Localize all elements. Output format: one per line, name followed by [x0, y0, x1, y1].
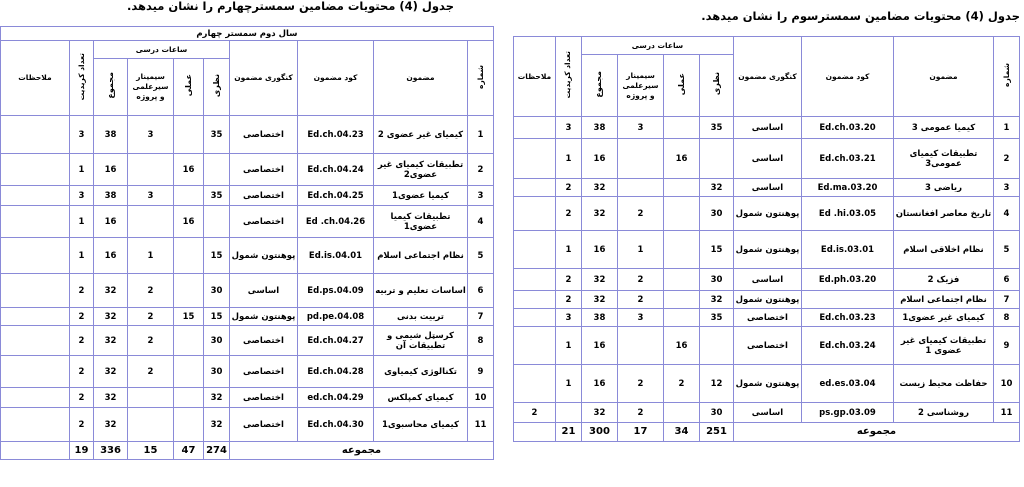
cell-total: 32	[94, 308, 128, 326]
cell-subject: نظام اخلاقی اسلام	[894, 231, 994, 269]
cell-credits: 2	[555, 291, 581, 309]
cell-seminar: 3	[128, 186, 174, 206]
cell-code: Ed.ch.04.28	[298, 356, 374, 388]
table-row	[0, 116, 493, 154]
cell-credits: 1	[70, 238, 94, 274]
cell-category: اختصاصی	[230, 186, 298, 206]
table-row	[513, 179, 1019, 197]
table-row	[0, 388, 493, 408]
cell-credits: 3	[555, 309, 581, 327]
cell-seminar	[618, 179, 664, 197]
cell-subject: تکنالوژی کیمیاوی	[374, 356, 468, 388]
table-row	[0, 356, 493, 388]
cell-credits: 2	[555, 179, 581, 197]
cell-no: 6	[468, 274, 494, 308]
cell-total: 32	[94, 274, 128, 308]
cell-code: Ed.ch.03.21	[802, 139, 894, 179]
cell-practical	[174, 186, 204, 206]
cell-theory	[204, 154, 230, 186]
cell-category: اساسی	[734, 139, 802, 179]
cell-credits: 3	[70, 186, 94, 206]
cell-subject: نظام اجتماعی اسلام	[374, 238, 468, 274]
cell-total: 32	[581, 197, 617, 231]
cell-remarks	[0, 116, 69, 154]
cell-no: 11	[468, 408, 494, 442]
cell-category: پوهنتون شمول	[230, 308, 298, 326]
cell-subject: تربیت بدنی	[374, 308, 468, 326]
header-category: کنگوری مضمون	[734, 37, 802, 117]
cell-seminar: 2	[618, 291, 664, 309]
cell-code: Ed.ph.03.20	[802, 269, 894, 291]
cell-total: 16	[94, 154, 128, 186]
cell-practical: 2	[664, 365, 700, 403]
cell-theory: 32	[700, 179, 734, 197]
cell-no: 4	[468, 206, 494, 238]
cell-theory: 32	[204, 408, 230, 442]
cell-seminar	[128, 408, 174, 442]
totals-theory: 251	[700, 423, 734, 442]
cell-no: 1	[994, 117, 1020, 139]
cell-remarks	[513, 269, 555, 291]
table-row	[0, 408, 493, 442]
cell-credits: 2	[70, 356, 94, 388]
cell-seminar	[128, 206, 174, 238]
table-row	[513, 117, 1019, 139]
cell-no: 7	[468, 308, 494, 326]
header-practical: عملی	[174, 59, 204, 116]
cell-practical: 15	[174, 308, 204, 326]
cell-theory: 15	[204, 308, 230, 326]
header-hours-group: ساعات درسی	[94, 41, 230, 59]
totals-seminar: 15	[128, 442, 174, 460]
cell-code: Ed.ps.04.09	[298, 274, 374, 308]
cell-remarks	[0, 186, 69, 206]
cell-credits: 3	[70, 116, 94, 154]
cell-theory: 30	[700, 269, 734, 291]
cell-category: اختصاصی	[734, 327, 802, 365]
cell-seminar: 3	[128, 116, 174, 154]
cell-practical	[664, 291, 700, 309]
cell-category: پوهنتون شمول	[734, 197, 802, 231]
cell-code: ps.gp.03.09	[802, 403, 894, 423]
semester-three-table-block	[514, 36, 1020, 442]
cell-remarks	[0, 356, 69, 388]
cell-category: پوهنتون شمول	[734, 231, 802, 269]
cell-remarks	[513, 291, 555, 309]
cell-theory: 35	[700, 309, 734, 327]
cell-category: اختصاصی	[230, 356, 298, 388]
cell-total: 38	[94, 186, 128, 206]
cell-credits: 1	[70, 206, 94, 238]
cell-no: 9	[468, 356, 494, 388]
cell-theory: 30	[204, 274, 230, 308]
header-subject: مضمون	[374, 41, 468, 116]
cell-code: Ed.ch.04.24	[298, 154, 374, 186]
cell-code: pd.pe.04.08	[298, 308, 374, 326]
cell-credits: 2	[70, 388, 94, 408]
semester-three-table	[513, 36, 1020, 442]
cell-subject: کیمیای غیر عضوی1	[894, 309, 994, 327]
cell-total: 32	[581, 179, 617, 197]
cell-practical	[174, 274, 204, 308]
table-row	[0, 274, 493, 308]
cell-credits: 3	[555, 117, 581, 139]
cell-code: Ed.ch.04.25	[298, 186, 374, 206]
cell-practical: 16	[174, 206, 204, 238]
cell-category: پوهنتون شمول	[734, 291, 802, 309]
cell-theory: 12	[700, 365, 734, 403]
table-row	[513, 309, 1019, 327]
header-theory: نظری	[204, 59, 230, 116]
cell-total: 16	[581, 139, 617, 179]
cell-category: اساسی	[230, 274, 298, 308]
cell-subject: کیمیای محاسبوی1	[374, 408, 468, 442]
cell-no: 5	[994, 231, 1020, 269]
cell-subject: تاریخ معاصر افغانستان	[894, 197, 994, 231]
cell-subject: کیمیا عضوی1	[374, 186, 468, 206]
cell-theory: 35	[204, 116, 230, 154]
cell-credits: 1	[555, 327, 581, 365]
cell-remarks	[0, 388, 69, 408]
cell-total: 38	[581, 309, 617, 327]
totals-practical: 34	[664, 423, 700, 442]
header-seminar: سیمینار سیرعلمی و پروژه	[128, 59, 174, 116]
cell-seminar: 2	[128, 274, 174, 308]
totals-label: مجموعه	[734, 423, 1020, 442]
cell-credits: 2	[70, 326, 94, 356]
cell-practical	[174, 326, 204, 356]
cell-total: 38	[581, 117, 617, 139]
table-row	[0, 186, 493, 206]
header-category: کنگوری مضمون	[230, 41, 298, 116]
cell-total: 38	[94, 116, 128, 154]
cell-credits: 2	[70, 308, 94, 326]
cell-category: اساسی	[734, 117, 802, 139]
table-row	[0, 206, 493, 238]
cell-theory: 15	[700, 231, 734, 269]
cell-seminar: 2	[128, 356, 174, 388]
cell-remarks	[0, 274, 69, 308]
cell-remarks	[0, 238, 69, 274]
cell-category: پوهنتون شمول	[230, 238, 298, 274]
cell-code: ed.es.03.04	[802, 365, 894, 403]
cell-subject: کرسټل شیمی و تطبیقات آن	[374, 326, 468, 356]
cell-theory: 32	[204, 388, 230, 408]
cell-code: ed.ch.04.29	[298, 388, 374, 408]
cell-remarks	[513, 197, 555, 231]
header-remarks: ملاحظات	[513, 37, 555, 117]
cell-theory: 15	[204, 238, 230, 274]
cell-seminar: 2	[618, 197, 664, 231]
cell-category: اختصاصی	[734, 309, 802, 327]
cell-seminar: 2	[618, 365, 664, 403]
cell-remarks	[0, 308, 69, 326]
cell-practical: 16	[664, 327, 700, 365]
cell-category: اختصاصی	[230, 326, 298, 356]
table-row	[513, 403, 1019, 423]
cell-theory	[700, 327, 734, 365]
heading-semester-four: جدول (4) محتویات مضامین سمسترچهارم را نشان میدهد.	[126, 0, 454, 13]
cell-credits: 2	[70, 408, 94, 442]
header-credits: تعداد کریدیت	[555, 37, 581, 117]
cell-no: 8	[994, 309, 1020, 327]
cell-credits: 2	[555, 197, 581, 231]
cell-practical	[664, 197, 700, 231]
cell-remarks: 2	[513, 403, 555, 423]
cell-practical	[664, 309, 700, 327]
cell-subject: ریاضی 3	[894, 179, 994, 197]
cell-subject: تطبیقات کیمیای غیر عضوی 1	[894, 327, 994, 365]
table-row	[513, 197, 1019, 231]
cell-no: 3	[468, 186, 494, 206]
totals-credits: 19	[70, 442, 94, 460]
cell-remarks	[513, 231, 555, 269]
cell-theory: 30	[700, 197, 734, 231]
cell-practical	[174, 408, 204, 442]
cell-code: Ed .ch.04.26	[298, 206, 374, 238]
cell-total: 16	[581, 231, 617, 269]
table-row	[513, 327, 1019, 365]
cell-theory: 35	[700, 117, 734, 139]
cell-practical	[664, 117, 700, 139]
cell-no: 11	[994, 403, 1020, 423]
cell-category: اختصاصی	[230, 154, 298, 186]
cell-no: 6	[994, 269, 1020, 291]
cell-code: Ed.ch.03.20	[802, 117, 894, 139]
cell-theory: 35	[204, 186, 230, 206]
cell-remarks	[513, 179, 555, 197]
cell-credits: 1	[555, 139, 581, 179]
cell-theory: 30	[204, 356, 230, 388]
cell-seminar: 3	[618, 117, 664, 139]
table-row	[0, 154, 493, 186]
table-row	[513, 139, 1019, 179]
cell-no: 2	[468, 154, 494, 186]
cell-category: اختصاصی	[230, 206, 298, 238]
cell-total: 16	[581, 327, 617, 365]
cell-category: اساسی	[734, 269, 802, 291]
cell-seminar: 3	[618, 309, 664, 327]
cell-practical	[664, 403, 700, 423]
cell-subject: نظام اجتماعی اسلام	[894, 291, 994, 309]
cell-subject: کیمیا عمومی 3	[894, 117, 994, 139]
cell-seminar	[128, 154, 174, 186]
cell-total: 16	[94, 238, 128, 274]
cell-no: 2	[994, 139, 1020, 179]
cell-theory: 30	[700, 403, 734, 423]
cell-remarks	[0, 154, 69, 186]
totals-remarks	[0, 442, 69, 460]
cell-remarks	[513, 117, 555, 139]
cell-seminar: 1	[618, 231, 664, 269]
cell-no: 4	[994, 197, 1020, 231]
cell-code	[802, 291, 894, 309]
header-row-no: شماره	[994, 37, 1020, 117]
table-row	[0, 326, 493, 356]
cell-seminar: 2	[128, 326, 174, 356]
cell-theory	[204, 206, 230, 238]
cell-no: 9	[994, 327, 1020, 365]
semester-title: سال دوم سمستر چهارم	[0, 27, 493, 41]
cell-theory	[700, 139, 734, 179]
header-credits: تعداد کریدیت	[70, 41, 94, 116]
header-subject: مضمون	[894, 37, 994, 117]
cell-no: 10	[994, 365, 1020, 403]
cell-credits: 1	[70, 154, 94, 186]
cell-total: 32	[581, 403, 617, 423]
cell-seminar: 1	[128, 238, 174, 274]
cell-no: 1	[468, 116, 494, 154]
cell-seminar	[618, 139, 664, 179]
cell-total: 32	[94, 388, 128, 408]
totals-credits: 21	[555, 423, 581, 442]
header-total: مجموع	[581, 55, 617, 117]
semester-four-table	[0, 26, 494, 460]
cell-category: اختصاصی	[230, 408, 298, 442]
cell-code: Ed.ch.04.30	[298, 408, 374, 442]
cell-remarks	[513, 327, 555, 365]
header-remarks: ملاحظات	[0, 41, 69, 116]
table-row	[513, 269, 1019, 291]
cell-subject: تطبیقات کیمیا عضوی1	[374, 206, 468, 238]
cell-subject: کیمیای کمپلکس	[374, 388, 468, 408]
table-row	[513, 365, 1019, 403]
cell-code: Ed.ch.04.27	[298, 326, 374, 356]
totals-label: مجموعه	[230, 442, 494, 460]
cell-remarks	[513, 139, 555, 179]
header-code: کود مضمون	[802, 37, 894, 117]
cell-total: 32	[94, 356, 128, 388]
cell-seminar	[128, 388, 174, 408]
cell-remarks	[513, 365, 555, 403]
cell-subject: روشناسی 2	[894, 403, 994, 423]
cell-seminar	[618, 327, 664, 365]
cell-practical	[174, 116, 204, 154]
totals-row	[513, 423, 1019, 442]
totals-practical: 47	[174, 442, 204, 460]
cell-theory: 30	[204, 326, 230, 356]
cell-remarks	[0, 408, 69, 442]
cell-subject: تطبیقات کیمیای غیر عضوی2	[374, 154, 468, 186]
cell-no: 7	[994, 291, 1020, 309]
cell-no: 5	[468, 238, 494, 274]
cell-remarks	[0, 206, 69, 238]
cell-no: 3	[994, 179, 1020, 197]
cell-category: اختصاصی	[230, 116, 298, 154]
cell-practical	[174, 388, 204, 408]
cell-no: 10	[468, 388, 494, 408]
cell-credits: 2	[555, 269, 581, 291]
table-row	[0, 238, 493, 274]
header-seminar: سیمینار سیرعلمی و پروژه	[618, 55, 664, 117]
cell-code: Ed .hi.03.05	[802, 197, 894, 231]
cell-credits: 1	[555, 231, 581, 269]
cell-remarks	[0, 326, 69, 356]
cell-theory: 32	[700, 291, 734, 309]
header-theory: نظری	[700, 55, 734, 117]
cell-seminar: 2	[618, 403, 664, 423]
cell-remarks	[513, 309, 555, 327]
cell-subject: حفاظت محیط زیست	[894, 365, 994, 403]
cell-total: 16	[94, 206, 128, 238]
cell-subject: تطبیقات کیمیای عمومی3	[894, 139, 994, 179]
cell-seminar: 2	[618, 269, 664, 291]
header-code: کود مضمون	[298, 41, 374, 116]
table-row	[513, 231, 1019, 269]
cell-subject: کیمیای غیر عضوی 2	[374, 116, 468, 154]
cell-total: 32	[581, 269, 617, 291]
cell-credits: 1	[555, 365, 581, 403]
cell-total: 32	[94, 326, 128, 356]
heading-semester-three: جدول (4) محتویات مضامین سمسترسوم را نشان میدهد.	[701, 9, 1020, 23]
totals-remarks	[513, 423, 555, 442]
table-row	[0, 308, 493, 326]
totals-row	[0, 442, 493, 460]
cell-total: 32	[581, 291, 617, 309]
semester-four-table-block	[1, 26, 494, 460]
cell-code: Ed.ch.03.23	[802, 309, 894, 327]
cell-credits: 2	[70, 274, 94, 308]
cell-subject: فزیک 2	[894, 269, 994, 291]
cell-code: Ed.ma.03.20	[802, 179, 894, 197]
totals-seminar: 17	[618, 423, 664, 442]
totals-total: 336	[94, 442, 128, 460]
cell-practical: 16	[664, 139, 700, 179]
header-total: مجموع	[94, 59, 128, 116]
cell-category: اساسی	[734, 179, 802, 197]
cell-code: Ed.ch.04.23	[298, 116, 374, 154]
cell-category: اساسی	[734, 403, 802, 423]
cell-practical	[174, 356, 204, 388]
cell-seminar: 2	[128, 308, 174, 326]
cell-practical	[664, 231, 700, 269]
cell-code: Ed.is.04.01	[298, 238, 374, 274]
header-row-no: شماره	[468, 41, 494, 116]
cell-code: Ed.ch.03.24	[802, 327, 894, 365]
cell-practical	[174, 238, 204, 274]
totals-total: 300	[581, 423, 617, 442]
totals-theory: 274	[204, 442, 230, 460]
cell-total: 16	[581, 365, 617, 403]
table-row	[513, 291, 1019, 309]
header-hours-group: ساعات درسی	[581, 37, 733, 55]
cell-practical	[664, 179, 700, 197]
cell-no: 8	[468, 326, 494, 356]
cell-category: اختصاصی	[230, 388, 298, 408]
cell-credits	[555, 403, 581, 423]
cell-practical: 16	[174, 154, 204, 186]
cell-practical	[664, 269, 700, 291]
cell-subject: اساسات تعلیم و تربیه	[374, 274, 468, 308]
cell-category: پوهنتون شمول	[734, 365, 802, 403]
cell-code: Ed.is.03.01	[802, 231, 894, 269]
header-practical: عملی	[664, 55, 700, 117]
cell-total: 32	[94, 408, 128, 442]
